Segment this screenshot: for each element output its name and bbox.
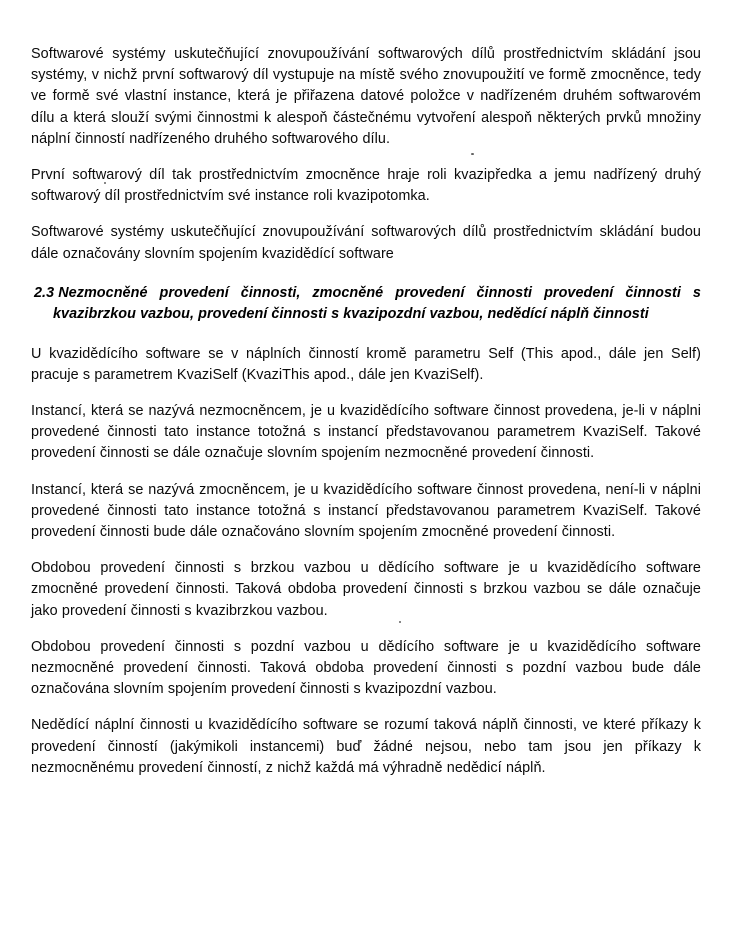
section-heading-number: 2.3 <box>34 284 55 301</box>
section-heading-text: Nezmocněné provedení činnosti, zmocněné provedení činnosti provedení činnosti s kvazibrzkou vazbou, provedení činnosti s kvazipozdní vazbou, nedědící náplň činnosti <box>53 284 701 323</box>
paragraph-spacer <box>31 465 701 480</box>
paragraph-4: U kvazidědícího software se v náplních činností kromě parametru Self (This apod., dále jen Self) pracuje s parametrem KvaziSelf (KvaziThis apod., dále jen KvaziSelf). <box>31 345 701 383</box>
paragraph-1: Softwarové systémy uskutečňující znovupoužívání softwarových dílů prostřednictvím skládání jsou systémy, v nichž první softwarový díl vystupuje na místě svého znovupoužití ve formě zmocněnce, tedy ve formě své vlastní instance, která je přiřazena datové položce v nadřízeném druhém softwarovém dílu a která slouží svými činnostmi k alespoň částečnému vytvoření alespoň některých prvků množiny náplní činností nadřízeného druhého softwarového dílu. <box>31 46 701 147</box>
document-text-column <box>31 44 701 779</box>
paragraph-9: Nedědící náplní činnosti u kvazidědícího software se rozumí taková náplň činnosti, ve které příkazy k provedení činností (jakýmikoli instancemi) buď žádné nejsou, nebo tam jsou jen příkazy k nezmocněnému provedení činností, z nichž každá má výhradně nedědicí náplň. <box>31 717 701 776</box>
paragraph-8: Obdobou provedení činnosti s pozdní vazbou u dědícího software je u kvazidědícího software nezmocněné provedení činnosti. Taková obdoba provedení činnosti s pozdní vazbou bude dále označována slovním spojením provedení činnosti s kvazipozdní vazbou. <box>31 638 701 698</box>
paragraph-5: Instancí, která se nazývá nezmocněncem, je u kvazidědícího software činnost provedena, je-li v náplni provedené činnosti tato instance totožná s instancí představovanou parametrem KvaziSelf. Takové provedení činnosti se dále označuje slovním spojením nezmocněné provedení činnosti. <box>31 403 701 462</box>
heading-spacer <box>31 265 701 283</box>
paragraph-spacer <box>31 386 701 401</box>
paragraph-spacer <box>31 543 701 558</box>
section-heading-2-3 <box>31 283 701 326</box>
paragraph-spacer <box>31 150 701 165</box>
paragraph-2: První softwarový díl tak prostřednictvím zmocněnce hraje roli kvazipředka a jemu nadřízený druhý softwarový díl prostřednictvím své instance roli kvazipotomka. <box>31 167 701 205</box>
paragraph-spacer <box>31 207 701 222</box>
paragraph-spacer <box>31 622 701 637</box>
paragraph-6: Instancí, která se nazývá zmocněncem, je u kvazidědícího software činnost provedena, není-li v náplni provedené činnosti tato instance totožná s instancí představovanou parametrem KvaziSelf. Takové provedení činnosti bude dále označováno slovním spojením zmocněné provedení činnosti. <box>31 481 701 541</box>
paragraph-spacer <box>31 326 701 344</box>
paragraph-7: Obdobou provedení činnosti s brzkou vazbou u dědícího software je u kvazidědícího software zmocněné provedení činnosti. Taková obdoba provedení činnosti s brzkou vazbou se dále označuje jako provedení činnosti s kvazibrzkou vazbou. <box>31 560 701 619</box>
paragraph-spacer <box>31 700 701 715</box>
paragraph-3: Softwarové systémy uskutečňující znovupoužívání softwarových dílů prostřednictvím skládání budou dále označovány slovním spojením kvazidědící software <box>31 224 701 262</box>
